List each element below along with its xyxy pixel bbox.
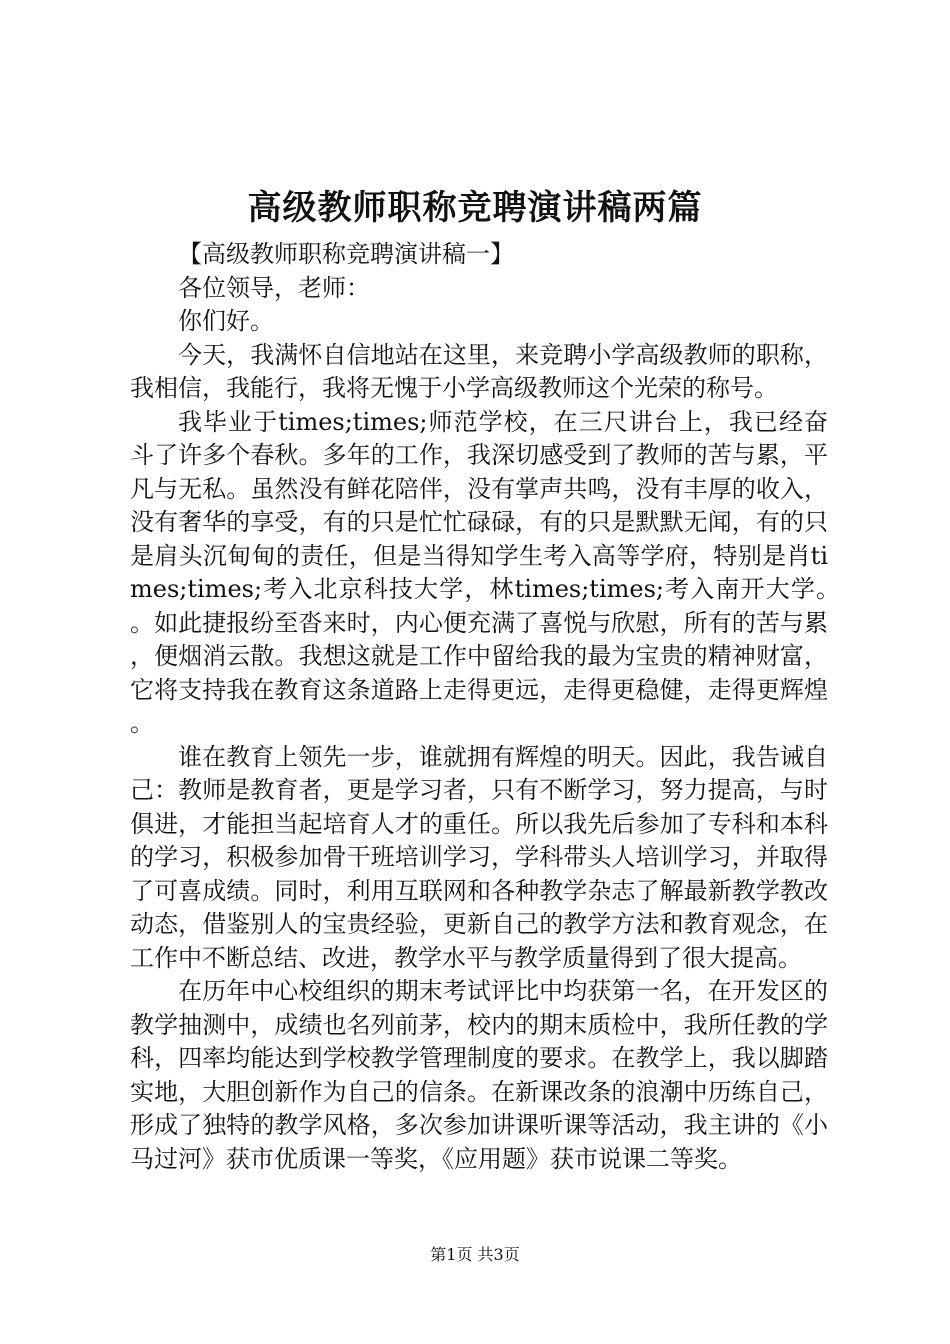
document-title: 高级教师职称竞聘演讲稿两篇 — [247, 188, 703, 228]
body-paragraph: 今天，我满怀自信地站在这里，来竞聘小学高级教师的职称，我相信，我能行，我将无愧于小学高级教师这个光荣的称号。 — [130, 340, 828, 402]
salutation: 各位领导，老师： — [178, 273, 370, 302]
document-body — [130, 238, 828, 1176]
body-paragraph: 谁在教育上领先一步，谁就拥有辉煌的明天。因此，我告诫自己：教师是教育者，更是学习者，只有不断学习，努力提高，与时俱进，才能担当起培育人才的重任。所以我先后参加了专科和本科的学习，积极参加骨干班培训学习，学科带头人培训学习，并取得了可喜成绩。同时，利用互联网和各种教学杂志了解最新教学教改动态，借鉴别人的宝贵经验，更新自己的教学方法和教育观念，在工作中不断总结、改进，教学水平与教学质量得到了很大提高。 — [130, 742, 828, 972]
greeting: 你们好。 — [178, 307, 274, 335]
section-heading: 【高级教师职称竞聘演讲稿一】 — [178, 240, 514, 268]
page-number-footer: 第1页 共3页 — [430, 1245, 520, 1264]
body-paragraph: 在历年中心校组织的期末考试评比中均获第一名，在开发区的教学抽测中，成绩也名列前茅，校内的期末质检中，我所任教的学科，四率均能达到学校教学管理制度的要求。在教学上，我以脚踏实地，大胆创新作为自己的信条。在新课改条的浪潮中历练自己，形成了独特的教学风格，多次参加讲课听课等活动，我主讲的《小马过河》获市优质课一等奖，《应用题》获市说课二等奖。 — [130, 977, 828, 1173]
body-paragraph: 我毕业于times;times;师范学校，在三尺讲台上，我已经奋斗了许多个春秋。多年的工作，我深切感受到了教师的苦与累，平凡与无私。虽然没有鲜花陪伴，没有掌声共鸣，没有丰厚的收入，没有奢华的享受，有的只是忙忙碌碌，有的只是默默无闻，有的只是肩头沉甸甸的责任，但是当得知学生考入高等学府，特别是肖times;times;考入北京科技大学，林times;times;考入南开大学。。如此捷报纷至沓来时，内心便充满了喜悦与欣慰，所有的苦与累，便烟消云散。我想这就是工作中留给我的最为宝贵的精神财富，它将支持我在教育这条道路上走得更远，走得更稳健，走得更辉煌。 — [130, 407, 828, 737]
